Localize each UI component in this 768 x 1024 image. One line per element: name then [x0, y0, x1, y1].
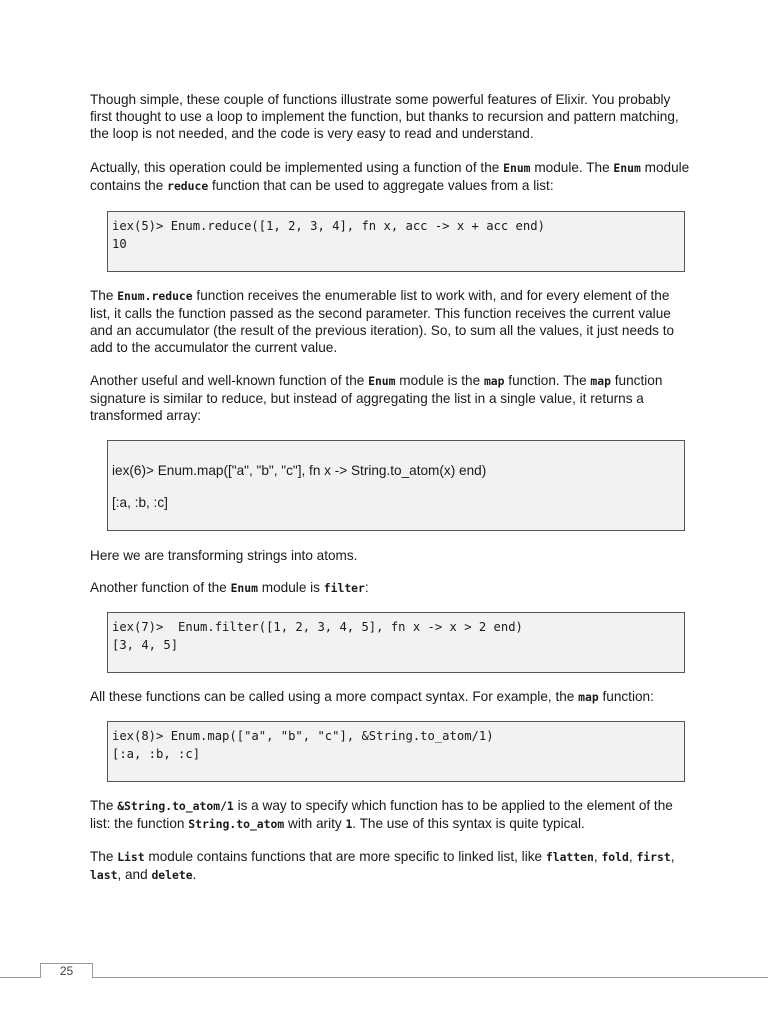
text-span: Actually, this operation could be implemented using a function of the: [90, 160, 504, 175]
text-span: Another function of the: [90, 580, 231, 595]
text-span: .: [192, 867, 197, 882]
inline-code: map: [483, 374, 505, 388]
page-number: 25: [40, 963, 93, 978]
code-line: iex(5)> Enum.reduce([1, 2, 3, 4], fn x, acc -> x + acc end): [112, 219, 545, 233]
code-block-map: [107, 440, 685, 531]
paragraph-enum-map-intro: [90, 372, 690, 424]
code-block-reduce: [107, 211, 685, 272]
text-span: function. The: [504, 373, 591, 388]
code-line: iex(8)> Enum.map(["a", "b", "c"], &String.to_atom/1): [112, 729, 494, 743]
inline-code: reduce: [167, 179, 209, 193]
code-line: 10: [112, 237, 127, 251]
code-block-compact: [107, 721, 685, 782]
paragraph-enum-reduce-intro: [90, 159, 690, 195]
inline-code: map: [578, 690, 599, 704]
inline-code: Enum: [503, 161, 531, 175]
text-span: module contains functions that are more specific to linked list, like: [144, 849, 546, 864]
text-span: function that can be used to aggregate values from a list:: [208, 178, 554, 193]
code-line: iex(7)> Enum.filter([1, 2, 3, 4, 5], fn x -> x > 2 end): [112, 620, 523, 634]
paragraph-enum-filter-intro: [90, 579, 690, 597]
text-span: ,: [670, 849, 675, 864]
inline-code: flatten: [545, 850, 594, 864]
paragraph-list-module: [90, 848, 690, 884]
text-span: module. The: [530, 160, 614, 175]
text-span: Another useful and well-known function of the: [90, 373, 369, 388]
inline-code: &String.to_atom/1: [117, 799, 234, 813]
inline-code: Enum: [613, 161, 641, 175]
inline-code: Enum.reduce: [117, 289, 193, 303]
inline-code: first: [636, 850, 671, 864]
inline-code: 1: [345, 817, 353, 831]
text-span: ,: [628, 849, 637, 864]
inline-code: delete: [151, 868, 193, 882]
text-span: function:: [598, 689, 654, 704]
text-span: module contains the: [90, 160, 690, 193]
code-line: [3, 4, 5]: [112, 638, 179, 652]
inline-code: Enum: [230, 581, 259, 595]
text-span: function receives the enumerable list to work with, and for every element of the list, it calls the function passed as the second parameter. This function receives the current value and an accumulator (the result of the previous iteration). So, to sum all the values, it just needs to add to the accumulator the current value.: [90, 288, 675, 355]
inline-code: List: [117, 850, 145, 864]
inline-code: fold: [601, 850, 629, 864]
text-span: The: [90, 288, 118, 303]
inline-code: last: [90, 868, 118, 882]
page-body: [90, 91, 690, 884]
text-span: The: [90, 849, 118, 864]
text-span: module is: [258, 580, 324, 595]
code-line: [:a, :b, :c]: [112, 747, 201, 761]
code-block-filter: [107, 612, 685, 673]
text-span: with arity: [284, 816, 346, 831]
paragraph-enum-reduce-explanation: [90, 287, 690, 356]
paragraph-strings-to-atoms: Here we are transforming strings into atoms.: [90, 548, 358, 563]
inline-code: filter: [323, 581, 365, 595]
paragraph-compact-syntax: [90, 688, 690, 706]
text-span: is a way to specify which function has to be applied to the element of the list: the function: [90, 798, 673, 831]
code-line: [:a, :b, :c]: [112, 495, 168, 510]
text-span: ,: [593, 849, 602, 864]
text-span: . The use of this syntax is quite typical.: [352, 816, 585, 831]
text-span: The: [90, 798, 118, 813]
paragraph-recursion: Though simple, these couple of functions illustrate some powerful features of Elixir. You probably first thought to use a loop to implement the function, but thanks to recursion and pattern matching, the loop is not needed, and the code is very easy to read and understand.: [90, 92, 679, 141]
inline-code: Enum: [368, 374, 396, 388]
text-span: , and: [117, 867, 152, 882]
paragraph-capture-operator: [90, 797, 690, 833]
text-span: :: [364, 580, 369, 595]
text-span: function signature is similar to reduce, but instead of aggregating the list in a single value, it returns a transformed array:: [90, 373, 663, 423]
inline-code: String.to_atom: [188, 817, 285, 831]
text-span: module is the: [395, 373, 484, 388]
inline-code: map: [590, 374, 611, 388]
footer-rule: [0, 977, 768, 978]
text-span: All these functions can be called using a more compact syntax. For example, the: [90, 689, 579, 704]
code-line: iex(6)> Enum.map(["a", "b", "c"], fn x -> String.to_atom(x) end): [112, 463, 487, 478]
